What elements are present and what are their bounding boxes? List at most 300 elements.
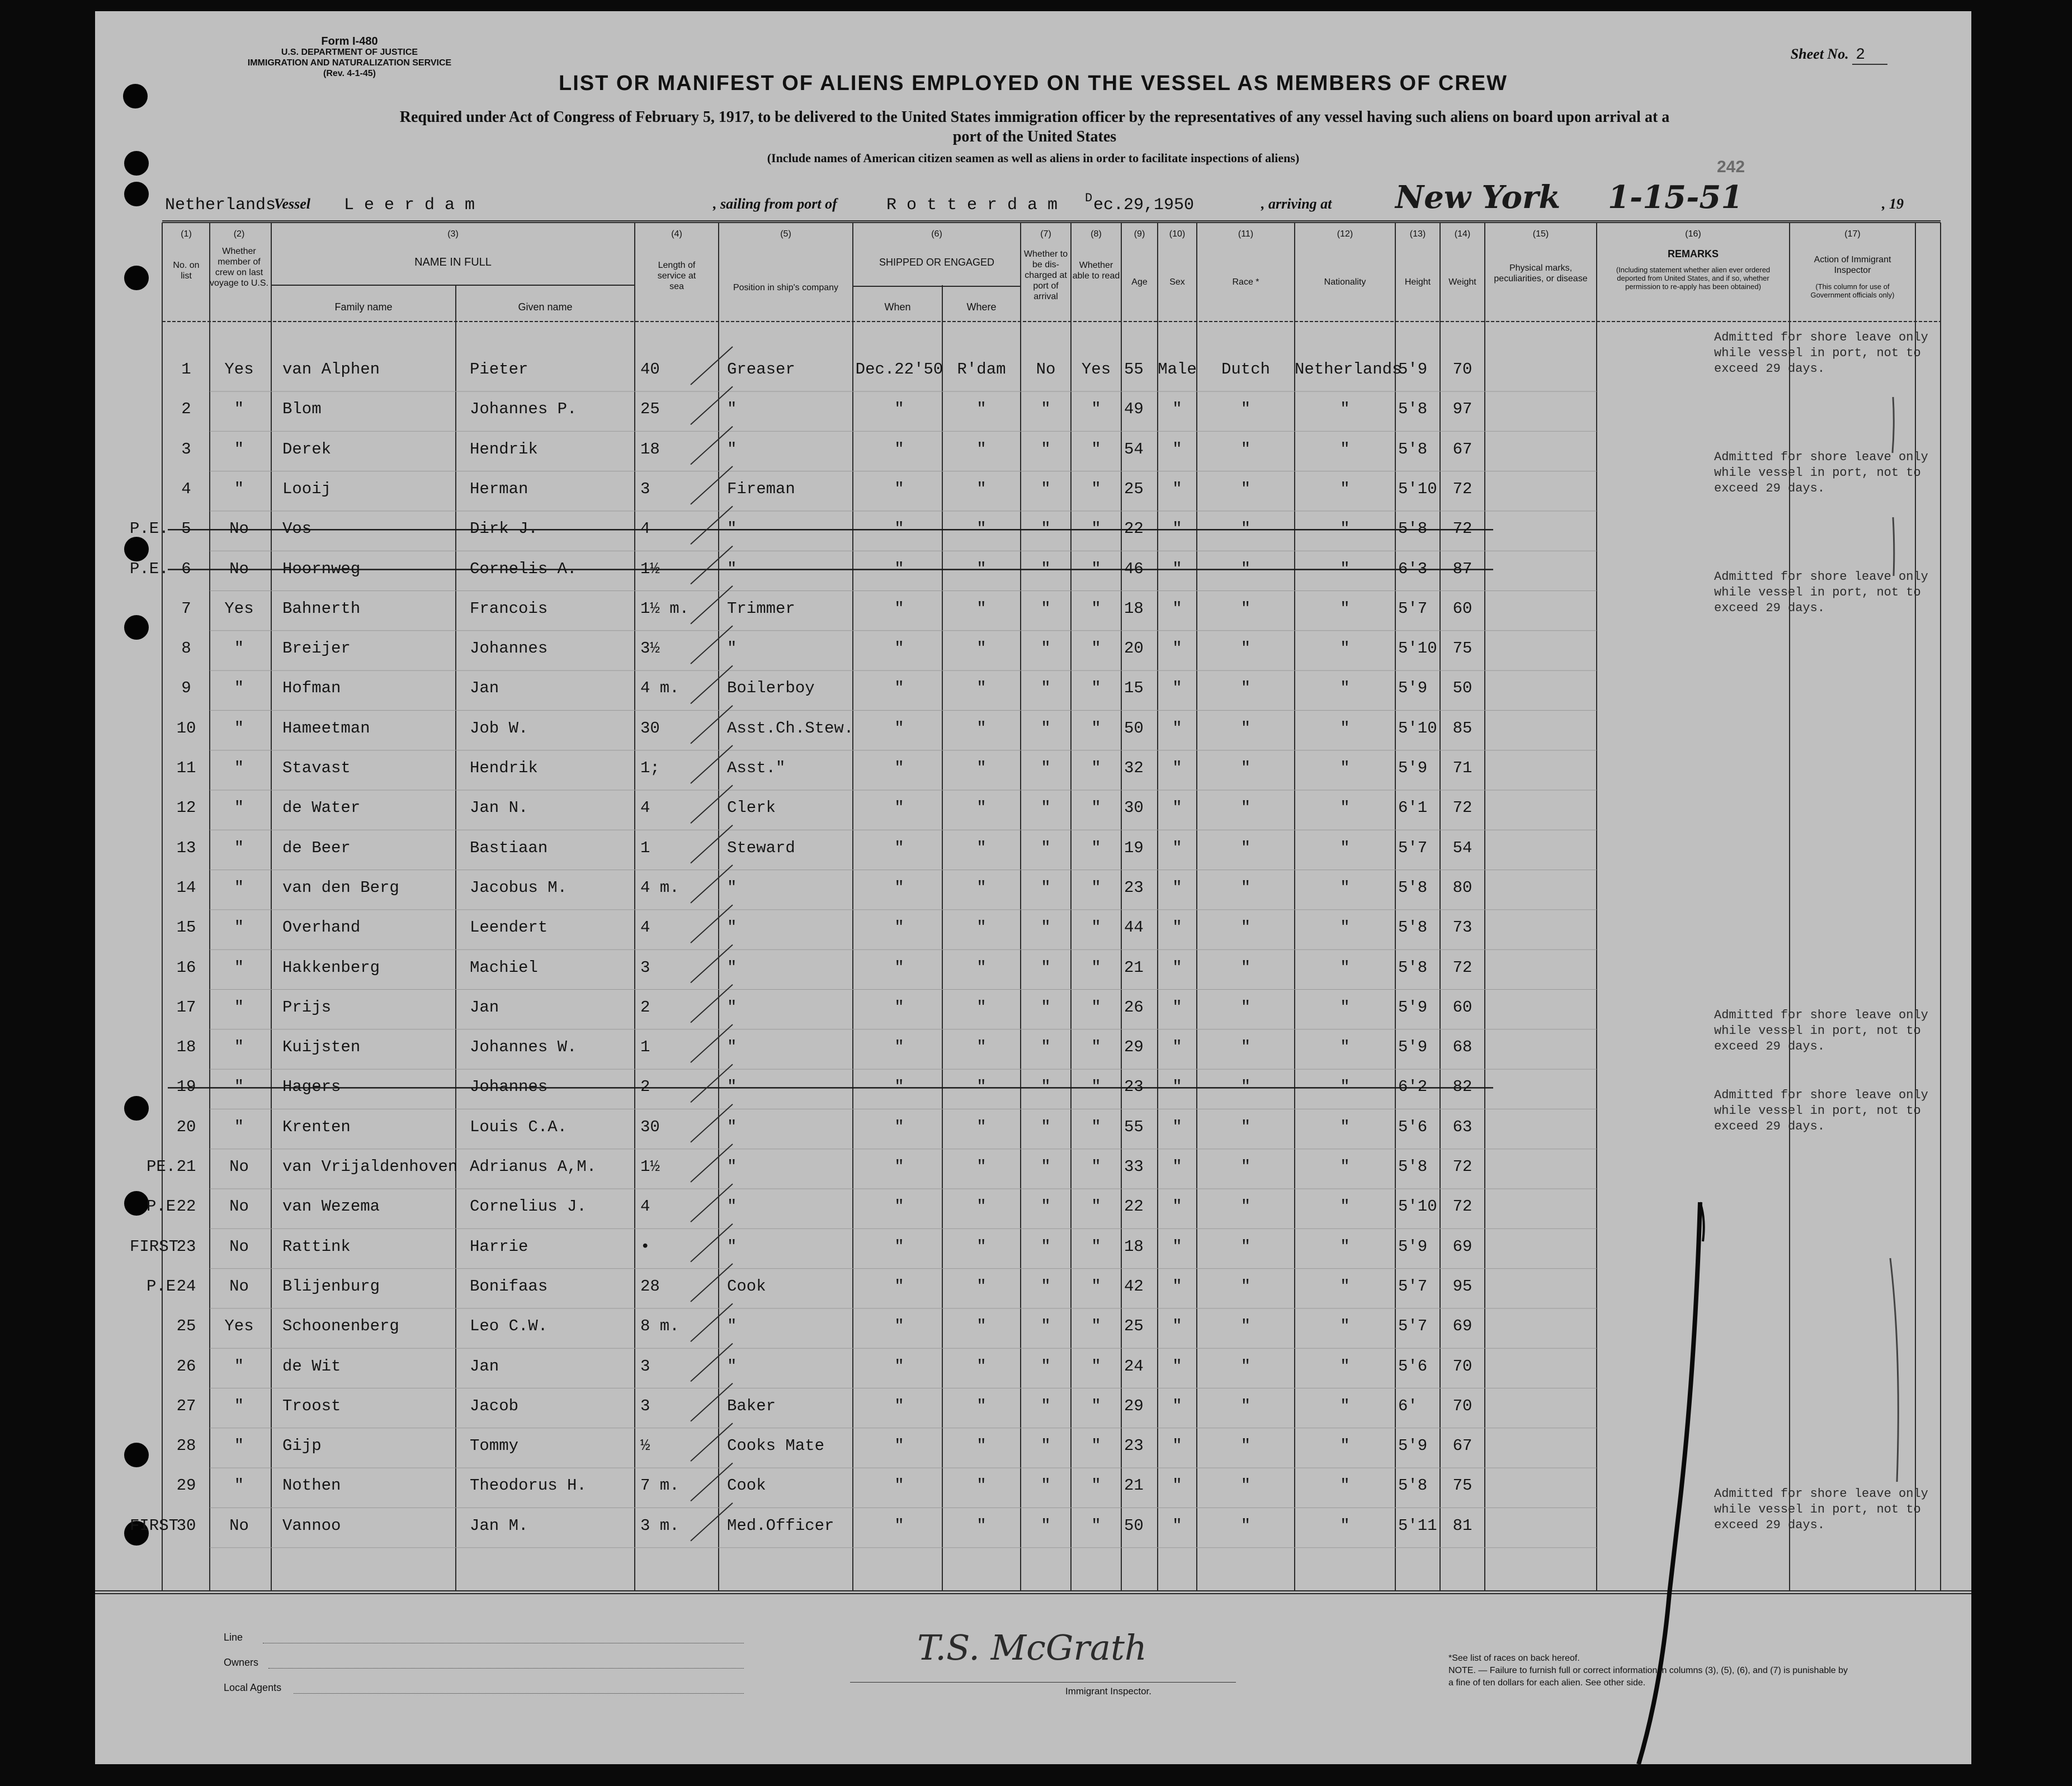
- cell-nationality: ": [1340, 1476, 1350, 1495]
- cell-no: 23: [176, 1237, 196, 1256]
- cell-when: ": [894, 1078, 904, 1097]
- cell-prev: ": [234, 1476, 244, 1495]
- cell-service: 7 m.: [640, 1476, 679, 1495]
- cell-sex: ": [1172, 559, 1182, 578]
- cell-sex: ": [1172, 1117, 1182, 1136]
- date-prefix: D: [1085, 191, 1093, 205]
- cell-where: ": [976, 1396, 987, 1415]
- cell-given: Adrianus A,M.: [470, 1157, 597, 1176]
- cell-when: ": [894, 878, 904, 897]
- cell-no: 3: [181, 440, 191, 459]
- cell-service: 4 m.: [640, 878, 679, 897]
- cell-race: ": [1240, 1396, 1251, 1415]
- cell-no: 18: [176, 1038, 196, 1057]
- cell-age: 22: [1124, 1197, 1144, 1216]
- cell-when: ": [894, 1476, 904, 1495]
- cell-race: ": [1240, 1237, 1251, 1256]
- cell-position: Trimmer: [727, 599, 795, 618]
- cell-given: Bonifaas: [470, 1277, 548, 1296]
- col-header-action-note: (This column for use of Government officials only): [1810, 282, 1895, 299]
- cell-weight: 75: [1452, 639, 1472, 658]
- cell-race: ": [1240, 639, 1251, 658]
- agents-label: Local Agents: [224, 1682, 282, 1693]
- cell-age: 23: [1124, 1437, 1144, 1456]
- col-header-when: When: [884, 301, 911, 313]
- subtitle-line-1: Required under Act of Congress of February 5, 1917, to be delivered to the United States immigration officer by the representatives of any vessel having such aliens on board upon arrival at a: [399, 108, 1670, 126]
- cell-discharge: ": [1041, 400, 1051, 419]
- cell-height: 5'8: [1398, 878, 1428, 897]
- cell-read: ": [1091, 679, 1101, 698]
- cell-sex: ": [1172, 1038, 1182, 1057]
- cell-weight: 73: [1452, 918, 1472, 937]
- cell-prev: No: [229, 1197, 249, 1216]
- cell-nationality: ": [1340, 1317, 1350, 1336]
- cell-weight: 60: [1452, 599, 1472, 618]
- cell-position: ": [727, 1197, 737, 1216]
- row-prefix: FIRST: [130, 1516, 179, 1535]
- cell-where: ": [976, 719, 987, 738]
- col-num-15: (15): [1532, 229, 1549, 239]
- inspector-signature: T.S. McGrath: [917, 1627, 1147, 1668]
- cell-race: ": [1240, 1476, 1251, 1495]
- cell-height: 5'6: [1398, 1357, 1428, 1376]
- cell-when: ": [894, 599, 904, 618]
- cell-discharge: ": [1041, 639, 1051, 658]
- col-header-action: Action of Immigrant Inspector: [1814, 255, 1891, 275]
- cell-height: 5'8: [1398, 400, 1428, 419]
- cell-sex: ": [1172, 759, 1182, 777]
- col-header-read: Whether able to read: [1072, 261, 1120, 281]
- cell-sex: ": [1172, 1516, 1182, 1535]
- arriving-label: , arriving at: [1261, 196, 1332, 212]
- cell-when: ": [894, 998, 904, 1017]
- cell-when: ": [894, 1516, 904, 1535]
- cell-sex: ": [1172, 1237, 1182, 1256]
- cell-read: ": [1091, 1437, 1101, 1456]
- subtitle-line-2: port of the United States: [952, 128, 1117, 145]
- cell-age: 21: [1124, 958, 1144, 977]
- cell-no: 15: [176, 918, 196, 937]
- cell-given: Herman: [470, 479, 528, 498]
- cell-position: Greaser: [727, 360, 795, 379]
- cell-position: ": [727, 440, 737, 459]
- cell-given: Machiel: [470, 958, 538, 977]
- cell-read: ": [1091, 1157, 1101, 1176]
- cell-sex: ": [1172, 798, 1182, 818]
- cell-prev: Yes: [224, 599, 254, 618]
- cell-service: 1½: [640, 1157, 660, 1176]
- cell-prev: ": [234, 798, 244, 818]
- cell-service: 30: [640, 1117, 660, 1136]
- cell-weight: 67: [1452, 1437, 1472, 1456]
- cell-prev: ": [234, 1117, 244, 1136]
- cell-race: ": [1240, 1357, 1251, 1376]
- col-header-remarks-note: (Including statement whether alien ever ordered deported from United States, and if so, whether permission to re-apply has been obtained): [1616, 266, 1771, 291]
- cell-nationality: Netherlands: [1295, 360, 1402, 379]
- cell-weight: 70: [1452, 360, 1472, 379]
- cell-no: 7: [181, 599, 191, 618]
- cell-nationality: ": [1340, 798, 1350, 818]
- cell-weight: 71: [1452, 759, 1472, 777]
- cell-weight: 69: [1452, 1237, 1472, 1256]
- cell-where: ": [976, 958, 987, 977]
- cell-prev: ": [234, 838, 244, 857]
- cell-height: 5'7: [1398, 838, 1428, 857]
- cell-family: Stavast: [282, 759, 351, 777]
- cell-family: Krenten: [282, 1117, 351, 1136]
- cell-nationality: ": [1340, 519, 1350, 538]
- cell-no: 5: [181, 519, 191, 538]
- cell-family: de Water: [282, 798, 361, 818]
- col-num-5: (5): [780, 229, 791, 239]
- cell-age: 50: [1124, 1516, 1144, 1535]
- cell-discharge: ": [1041, 1157, 1051, 1176]
- cell-discharge: ": [1041, 838, 1051, 857]
- cell-height: 5'9: [1398, 360, 1428, 379]
- cell-race: ": [1240, 719, 1251, 738]
- stamp-number: 242: [1717, 158, 1745, 176]
- cell-family: Rattink: [282, 1237, 351, 1256]
- cell-weight: 80: [1452, 878, 1472, 897]
- cell-height: 6'2: [1398, 1078, 1428, 1097]
- cell-service: •: [640, 1237, 650, 1256]
- cell-no: 29: [176, 1476, 196, 1495]
- col-num-1: (1): [181, 229, 192, 239]
- cell-when: ": [894, 1157, 904, 1176]
- cell-no: 19: [176, 1078, 196, 1097]
- year-label: , 19: [1882, 196, 1904, 212]
- cell-service: 4: [640, 519, 650, 538]
- cell-nationality: ": [1340, 639, 1350, 658]
- cell-where: ": [976, 798, 987, 818]
- cell-family: Kuijsten: [282, 1038, 361, 1057]
- cell-where: ": [976, 878, 987, 897]
- cell-nationality: ": [1340, 759, 1350, 777]
- cell-service: 3: [640, 1396, 650, 1415]
- cell-weight: 72: [1452, 1157, 1472, 1176]
- cell-height: 5'8: [1398, 440, 1428, 459]
- cell-service: 2: [640, 998, 650, 1017]
- col-header-age: Age: [1131, 277, 1148, 287]
- cell-nationality: ": [1340, 1157, 1350, 1176]
- cell-family: Troost: [282, 1396, 341, 1415]
- cell-service: 4: [640, 1197, 650, 1216]
- cell-race: ": [1240, 479, 1251, 498]
- cell-no: 28: [176, 1437, 196, 1456]
- cell-when: ": [894, 1357, 904, 1376]
- cell-weight: 72: [1452, 798, 1472, 818]
- cell-position: ": [727, 1357, 737, 1376]
- cell-race: ": [1240, 1277, 1251, 1296]
- cell-height: 5'8: [1398, 918, 1428, 937]
- cell-service: 2: [640, 1078, 650, 1097]
- cell-prev: No: [229, 1277, 249, 1296]
- cell-family: van Alphen: [282, 360, 380, 379]
- cell-where: R'dam: [957, 360, 1006, 379]
- cell-family: Hameetman: [282, 719, 370, 738]
- cell-sex: ": [1172, 719, 1182, 738]
- cell-age: 25: [1124, 1317, 1144, 1336]
- cell-family: Hofman: [282, 679, 341, 698]
- cell-when: ": [894, 679, 904, 698]
- cell-given: Jan N.: [470, 798, 528, 818]
- inspector-label: Immigrant Inspector.: [1065, 1686, 1152, 1697]
- cell-race: ": [1240, 559, 1251, 578]
- cell-height: 5'10: [1398, 639, 1437, 658]
- cell-given: Jan: [470, 679, 499, 698]
- arrival-date: 1-15-51: [1608, 179, 1743, 216]
- cell-height: 6': [1398, 1396, 1418, 1415]
- cell-family: Schoonenberg: [282, 1317, 399, 1336]
- cell-discharge: ": [1041, 519, 1051, 538]
- sailing-label: , sailing from port of: [713, 196, 837, 212]
- cell-position: Asst.": [727, 759, 786, 777]
- cell-when: ": [894, 479, 904, 498]
- cell-read: ": [1091, 918, 1101, 937]
- cell-nationality: ": [1340, 838, 1350, 857]
- col-num-6: (6): [931, 229, 942, 239]
- col-num-4: (4): [671, 229, 682, 239]
- cell-read: ": [1091, 798, 1101, 818]
- cell-when: ": [894, 1437, 904, 1456]
- cell-sex: ": [1172, 639, 1182, 658]
- cell-prev: ": [234, 998, 244, 1017]
- cell-given: Hendrik: [470, 440, 538, 459]
- cell-given: Louis C.A.: [470, 1117, 568, 1136]
- cell-discharge: ": [1041, 719, 1051, 738]
- cell-race: ": [1240, 1516, 1251, 1535]
- cell-race: ": [1240, 1117, 1251, 1136]
- cell-sex: ": [1172, 878, 1182, 897]
- cell-no: 20: [176, 1117, 196, 1136]
- cell-position: Fireman: [727, 479, 795, 498]
- cell-height: 5'9: [1398, 998, 1428, 1017]
- cell-when: ": [894, 1237, 904, 1256]
- service-name: IMMIGRATION AND NATURALIZATION SERVICE: [247, 58, 452, 68]
- row-prefix: P.E.: [130, 519, 169, 538]
- sheet-number-label: Sheet No.: [1790, 46, 1849, 62]
- cell-sex: ": [1172, 1476, 1182, 1495]
- cell-nationality: ": [1340, 958, 1350, 977]
- cell-family: de Wit: [282, 1357, 341, 1376]
- cell-prev: ": [234, 400, 244, 419]
- cell-height: 5'9: [1398, 1437, 1428, 1456]
- cell-when: ": [894, 1277, 904, 1296]
- cell-no: 13: [176, 838, 196, 857]
- penalty-note: NOTE. — Failure to furnish full or correct information in columns (3), (5), (6), and (7) is punishable by a fine of ten dollars for each alien. See other side.: [1448, 1666, 1848, 1688]
- cell-weight: 50: [1452, 679, 1472, 698]
- cell-sex: ": [1172, 1078, 1182, 1097]
- cell-sex: Male: [1158, 360, 1197, 379]
- cell-discharge: ": [1041, 440, 1051, 459]
- cell-age: 55: [1124, 360, 1144, 379]
- cell-read: ": [1091, 1038, 1101, 1057]
- col-header-last-voyage: Whether member of crew on last voyage to U.S.: [210, 247, 268, 288]
- cell-no: 16: [176, 958, 196, 977]
- cell-read: ": [1091, 958, 1101, 977]
- remark-text: Admitted for shore leave only while vessel in port, not to exceed 29 days.: [1714, 1486, 1928, 1532]
- cell-when: ": [894, 759, 904, 777]
- cell-service: 1: [640, 1038, 650, 1057]
- cell-family: Prijs: [282, 998, 332, 1017]
- cell-when: ": [894, 440, 904, 459]
- cell-service: 3: [640, 958, 650, 977]
- cell-when: Dec.22'50: [855, 360, 943, 379]
- cell-nationality: ": [1340, 1396, 1350, 1415]
- col-header-shipped: SHIPPED OR ENGAGED: [879, 257, 995, 268]
- cell-position: ": [727, 1317, 737, 1336]
- cell-height: 5'8: [1398, 1476, 1428, 1495]
- cell-position: Baker: [727, 1396, 776, 1415]
- cell-weight: 75: [1452, 1476, 1472, 1495]
- cell-where: ": [976, 599, 987, 618]
- cell-read: ": [1091, 1117, 1101, 1136]
- cell-height: 5'11: [1398, 1516, 1437, 1535]
- cell-height: 5'6: [1398, 1117, 1428, 1136]
- col-header-discharge: Whether to be dis-charged at port of arrival: [1023, 249, 1068, 301]
- cell-nationality: ": [1340, 400, 1350, 419]
- cell-prev: ": [234, 479, 244, 498]
- cell-when: ": [894, 559, 904, 578]
- col-header-family-name: Family name: [334, 301, 393, 313]
- cell-family: Overhand: [282, 918, 361, 937]
- cell-discharge: ": [1041, 559, 1051, 578]
- cell-position: Cook: [727, 1277, 766, 1296]
- cell-height: 5'10: [1398, 719, 1437, 738]
- col-header-remarks: REMARKS: [1667, 248, 1719, 259]
- cell-weight: 72: [1452, 479, 1472, 498]
- cell-discharge: ": [1041, 1317, 1051, 1336]
- cell-height: 5'8: [1398, 1157, 1428, 1176]
- sheet-number-value: 2: [1852, 46, 1887, 65]
- col-header-given-name: Given name: [518, 301, 573, 313]
- cell-age: 23: [1124, 878, 1144, 897]
- remark-text: Admitted for shore leave only while vessel in port, not to exceed 29 days.: [1714, 1008, 1928, 1054]
- cell-nationality: ": [1340, 998, 1350, 1017]
- cell-discharge: ": [1041, 479, 1051, 498]
- cell-prev: ": [234, 1437, 244, 1456]
- cell-discharge: ": [1041, 918, 1051, 937]
- cell-height: 5'9: [1398, 679, 1428, 698]
- cell-read: ": [1091, 838, 1101, 857]
- cell-race: ": [1240, 679, 1251, 698]
- cell-position: ": [727, 559, 737, 578]
- cell-given: Dirk J.: [470, 519, 538, 538]
- cell-race: ": [1240, 1157, 1251, 1176]
- cell-prev: ": [234, 440, 244, 459]
- cell-height: 5'9: [1398, 759, 1428, 777]
- form-number: Form I-480: [321, 35, 378, 48]
- cell-family: Hoornweg: [282, 559, 361, 578]
- cell-prev: No: [229, 519, 249, 538]
- cell-family: de Beer: [282, 838, 351, 857]
- departure-port: R o t t e r d a m: [886, 196, 1058, 215]
- cell-prev: ": [234, 679, 244, 698]
- col-header-physical-marks: Physical marks, peculiarities, or disease: [1494, 263, 1588, 284]
- cell-read: ": [1091, 519, 1101, 538]
- cell-service: 1;: [640, 759, 660, 777]
- races-note: *See list of races on back hereof.: [1448, 1653, 1580, 1663]
- cell-nationality: ": [1340, 1357, 1350, 1376]
- cell-discharge: ": [1041, 878, 1051, 897]
- cell-discharge: ": [1041, 998, 1051, 1017]
- cell-sex: ": [1172, 1357, 1182, 1376]
- cell-family: Blijenburg: [282, 1277, 380, 1296]
- cell-read: ": [1091, 998, 1101, 1017]
- cell-no: 2: [181, 400, 191, 419]
- cell-discharge: ": [1041, 759, 1051, 777]
- cell-sex: ": [1172, 1396, 1182, 1415]
- cell-when: ": [894, 918, 904, 937]
- cell-where: ": [976, 918, 987, 937]
- cell-no: 30: [176, 1516, 196, 1535]
- cell-when: ": [894, 1317, 904, 1336]
- cell-service: 25: [640, 400, 660, 419]
- cell-where: ": [976, 1277, 987, 1296]
- cell-race: ": [1240, 400, 1251, 419]
- cell-race: ": [1240, 918, 1251, 937]
- cell-discharge: ": [1041, 1396, 1051, 1415]
- cell-given: Theodorus H.: [470, 1476, 587, 1495]
- cell-where: ": [976, 1117, 987, 1136]
- cell-no: 24: [176, 1277, 196, 1296]
- cell-age: 18: [1124, 1237, 1144, 1256]
- cell-prev: Yes: [224, 1317, 254, 1336]
- cell-age: 18: [1124, 599, 1144, 618]
- col-num-10: (10): [1169, 229, 1186, 239]
- sailing-date: ec.29,1950: [1093, 196, 1195, 215]
- cell-weight: 67: [1452, 440, 1472, 459]
- cell-age: 15: [1124, 679, 1144, 698]
- manifest-sheet: [95, 11, 1971, 1764]
- cell-family: Hakkenberg: [282, 958, 380, 977]
- cell-read: ": [1091, 479, 1101, 498]
- cell-when: ": [894, 719, 904, 738]
- cell-discharge: ": [1041, 1237, 1051, 1256]
- cell-position: ": [727, 918, 737, 937]
- cell-age: 32: [1124, 759, 1144, 777]
- cell-sex: ": [1172, 1197, 1182, 1216]
- cell-read: Yes: [1081, 360, 1111, 379]
- cell-given: Job W.: [470, 719, 528, 738]
- agents-field: [294, 1693, 744, 1694]
- cell-age: 29: [1124, 1396, 1144, 1415]
- cell-discharge: ": [1041, 798, 1051, 818]
- cell-prev: ": [234, 958, 244, 977]
- department-name: U.S. DEPARTMENT OF JUSTICE: [281, 48, 418, 57]
- cell-prev: No: [229, 559, 249, 578]
- col-header-weight: Weight: [1448, 277, 1476, 287]
- cell-sex: ": [1172, 838, 1182, 857]
- cell-where: ": [976, 759, 987, 777]
- vessel-label: Vessel: [274, 196, 310, 212]
- cell-weight: 85: [1452, 719, 1472, 738]
- cell-nationality: ": [1340, 559, 1350, 578]
- cell-age: 23: [1124, 1078, 1144, 1097]
- cell-height: 5'9: [1398, 1038, 1428, 1057]
- remark-text: Admitted for shore leave only while vessel in port, not to exceed 29 days.: [1714, 569, 1928, 615]
- cell-no: 6: [181, 559, 191, 578]
- cell-service: 1½: [640, 559, 660, 578]
- cell-service: 28: [640, 1277, 660, 1296]
- cell-where: ": [976, 400, 987, 419]
- cell-age: 19: [1124, 838, 1144, 857]
- cell-sex: ": [1172, 1437, 1182, 1456]
- cell-race: ": [1240, 1197, 1251, 1216]
- cell-age: 25: [1124, 479, 1144, 498]
- cell-weight: 72: [1452, 519, 1472, 538]
- cell-no: 14: [176, 878, 196, 897]
